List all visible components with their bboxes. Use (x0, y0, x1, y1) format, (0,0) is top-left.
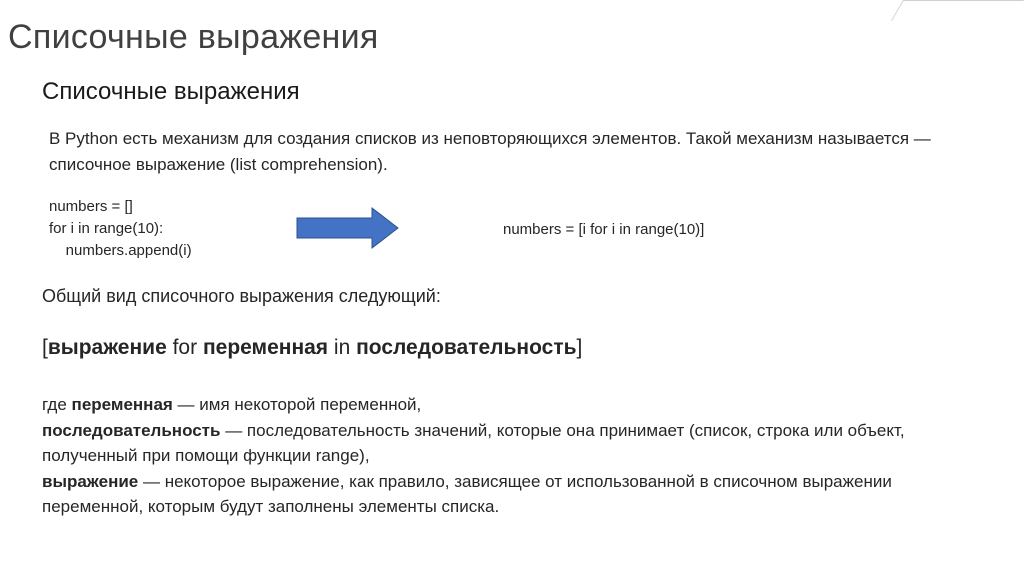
arrow-shape (297, 208, 398, 248)
code-line: numbers = [] (49, 198, 133, 215)
general-form-label: Общий вид списочного выражения следующий: (42, 286, 441, 306)
definitions-where: где (42, 395, 72, 414)
code-line: numbers.append(i) (49, 242, 192, 259)
code-comprehension: numbers = [i for i in range(10)] (503, 221, 705, 238)
syntax-expression: выражение (47, 336, 167, 359)
code-line: for i in range(10): (49, 220, 164, 237)
definition-expression-term: выражение (42, 471, 139, 491)
syntax-formula (42, 336, 582, 360)
syntax-for-keyword: for (166, 336, 203, 359)
definition-expression-text: — некоторое выражение, как правило, зависящее от использованной в списочном выражении переменной, которым будут заполнены элементы списка. (42, 471, 892, 516)
definition-variable-term: переменная (71, 395, 173, 414)
slide-subtitle: Списочные выражения (42, 78, 300, 105)
syntax-in-keyword: in (328, 336, 357, 359)
definitions-paragraph (42, 392, 982, 520)
slide-title: Списочные выражения (8, 18, 379, 56)
intro-paragraph: В Python есть механизм для создания списков из неповторяющихся элементов. Такой механизм называется — списочное выражение (list comprehension). (49, 129, 931, 174)
definition-variable-text: — имя некоторой переменной, (172, 395, 422, 414)
definition-sequence-term: последовательность (42, 420, 221, 440)
syntax-sequence: последовательность (356, 336, 577, 359)
syntax-open-bracket: [ (42, 336, 48, 359)
definition-sequence-text: — последовательность значений, которые она принимает (список, строка или объект, полученный при помощи функции range), (42, 420, 905, 465)
syntax-close-bracket: ] (576, 336, 583, 359)
syntax-variable: переменная (202, 336, 329, 359)
right-arrow-icon (296, 206, 400, 250)
decorative-corner-line (891, 0, 1024, 21)
code-block-loop (49, 196, 192, 262)
